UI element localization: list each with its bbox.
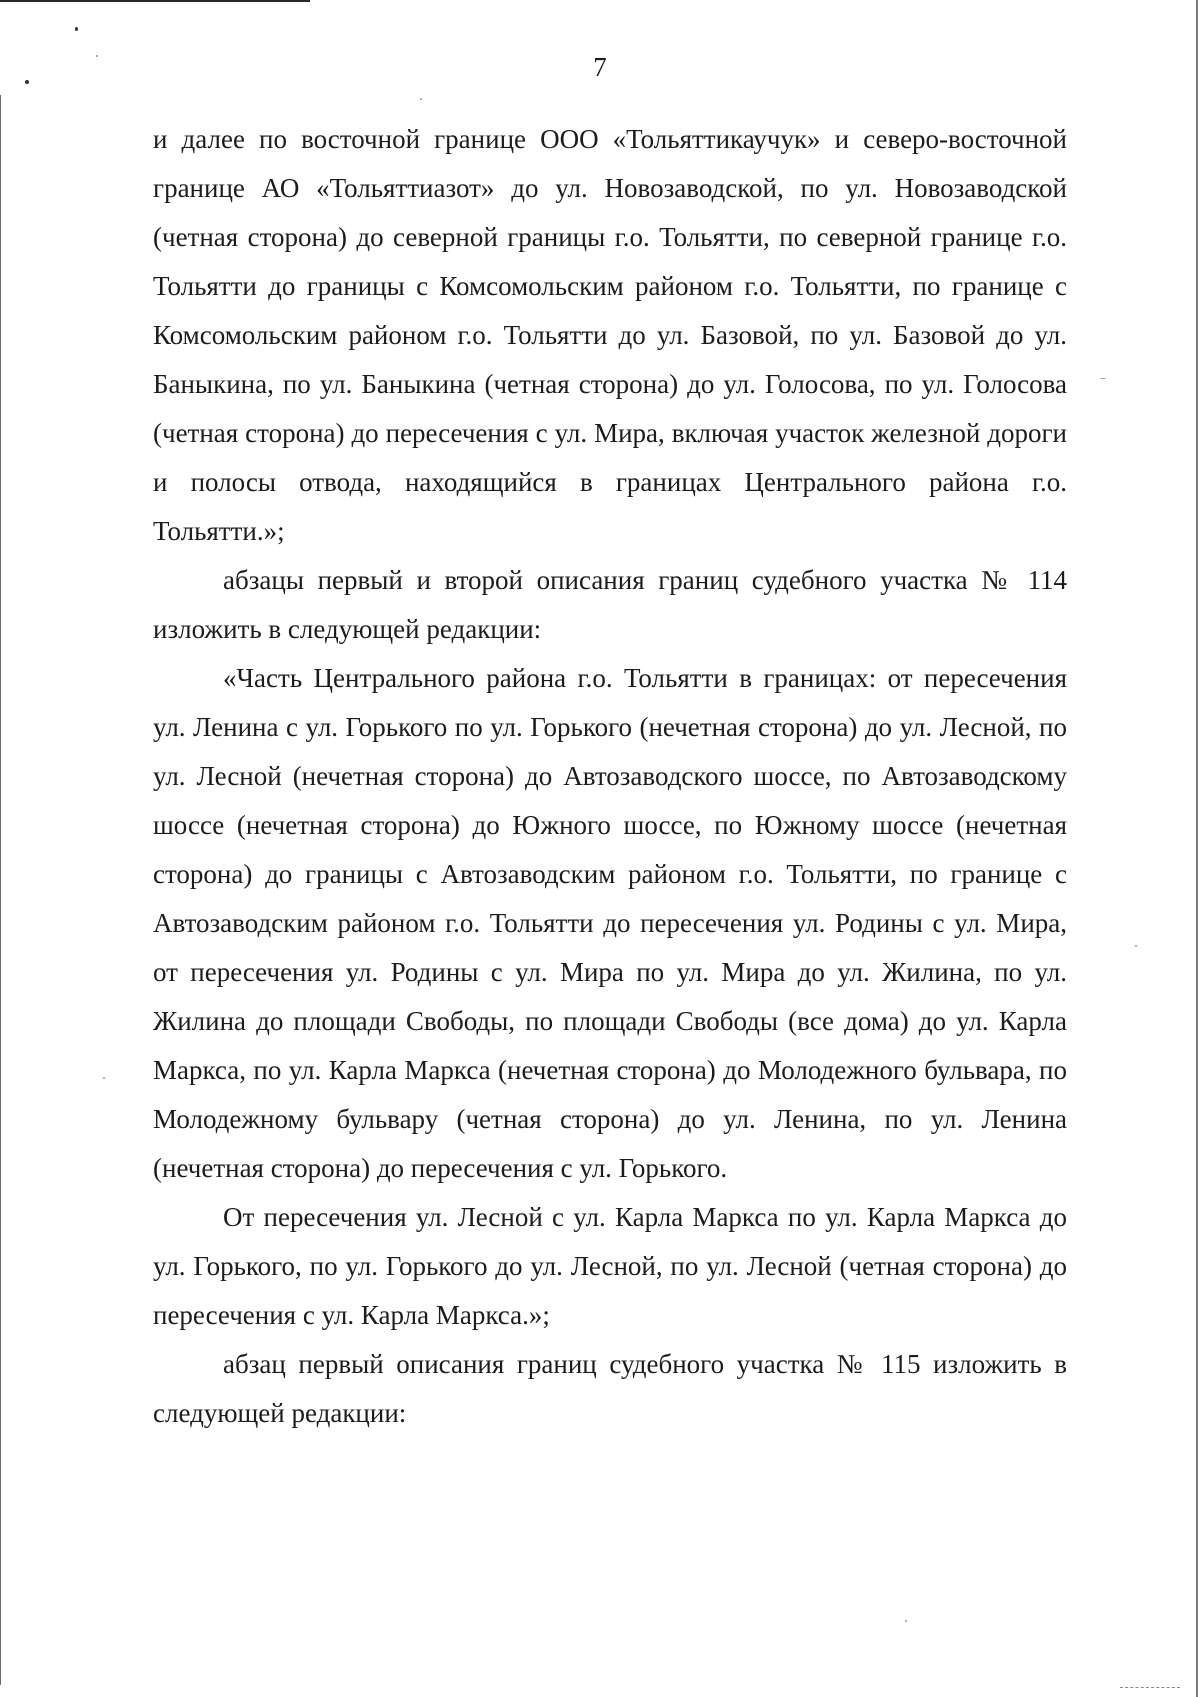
scan-speck: [1100, 378, 1106, 379]
document-body: [153, 115, 1067, 1438]
scan-speck: [75, 27, 78, 31]
paragraph-4: От пересечения ул. Лесной с ул. Карла Маркса по ул. Карла Маркса до ул. Горького, по ул. Горького до ул. Лесной, по ул. Лесной (четная сторона) до пересечения с ул. Карла Маркса.»;: [153, 1202, 1067, 1330]
scan-bottom-dash: [1120, 1687, 1180, 1689]
scan-speck: [905, 1620, 907, 1622]
scan-speck: [103, 1077, 105, 1079]
scan-right-edge-line: [1196, 0, 1198, 1697]
scan-speck: [420, 98, 422, 100]
paragraph-5: абзац первый описания границ судебного участка № 115 изложить в следующей редакции:: [153, 1349, 1067, 1428]
scan-top-edge-line: [0, 0, 310, 2]
paragraph-1: и далее по восточной границе ООО «Тольяттикаучук» и северо-восточной границе АО «Тольяттиазот» до ул. Новозаводской, по ул. Новозаводской (четная сторона) до северной границы г.о. Тольятти, по северной границе г.о. Тольятти до границы с Комсомольским районом г.о. Тольятти, по границе с Комсомольским районом г.о. Тольятти до ул. Базовой, по ул. Базовой до ул. Баныкина, по ул. Баныкина (четная сторона) до ул. Голосова, по ул. Голосова (четная сторона) до пересечения с ул. Мира, включая участок железной дороги и полосы отвода, находящийся в границах Центрального района г.о. Тольятти.»;: [153, 124, 1067, 546]
page-number: 7: [593, 52, 607, 82]
scan-left-edge-line: [0, 95, 1, 1685]
paragraph-2: абзацы первый и второй описания границ судебного участка № 114 изложить в следующей редакции:: [153, 565, 1067, 644]
scan-speck: [1135, 945, 1137, 947]
paragraph-3: «Часть Центрального района г.о. Тольятти в границах: от пересечения ул. Ленина с ул. Горького по ул. Горького (нечетная сторона) до ул. Лесной, по ул. Лесной (нечетная сторона) до Автозаводского шоссе, по Автозаводскому шоссе (нечетная сторона) до Южного шоссе, по Южному шоссе (нечетная сторона) до границы с Автозаводским районом г.о. Тольятти, по границе с Автозаводским районом г.о. Тольятти до пересечения ул. Родины с ул. Мира, от пересечения ул. Родины с ул. Мира по ул. Мира до ул. Жилина, по ул. Жилина до площади Свободы, по площади Свободы (все дома) до ул. Карла Маркса, по ул. Карла Маркса (нечетная сторона) до Молодежного бульвара, по Молодежному бульвару (четная сторона) до ул. Ленина, по ул. Ленина (нечетная сторона) до пересечения с ул. Горького.: [153, 663, 1067, 1183]
